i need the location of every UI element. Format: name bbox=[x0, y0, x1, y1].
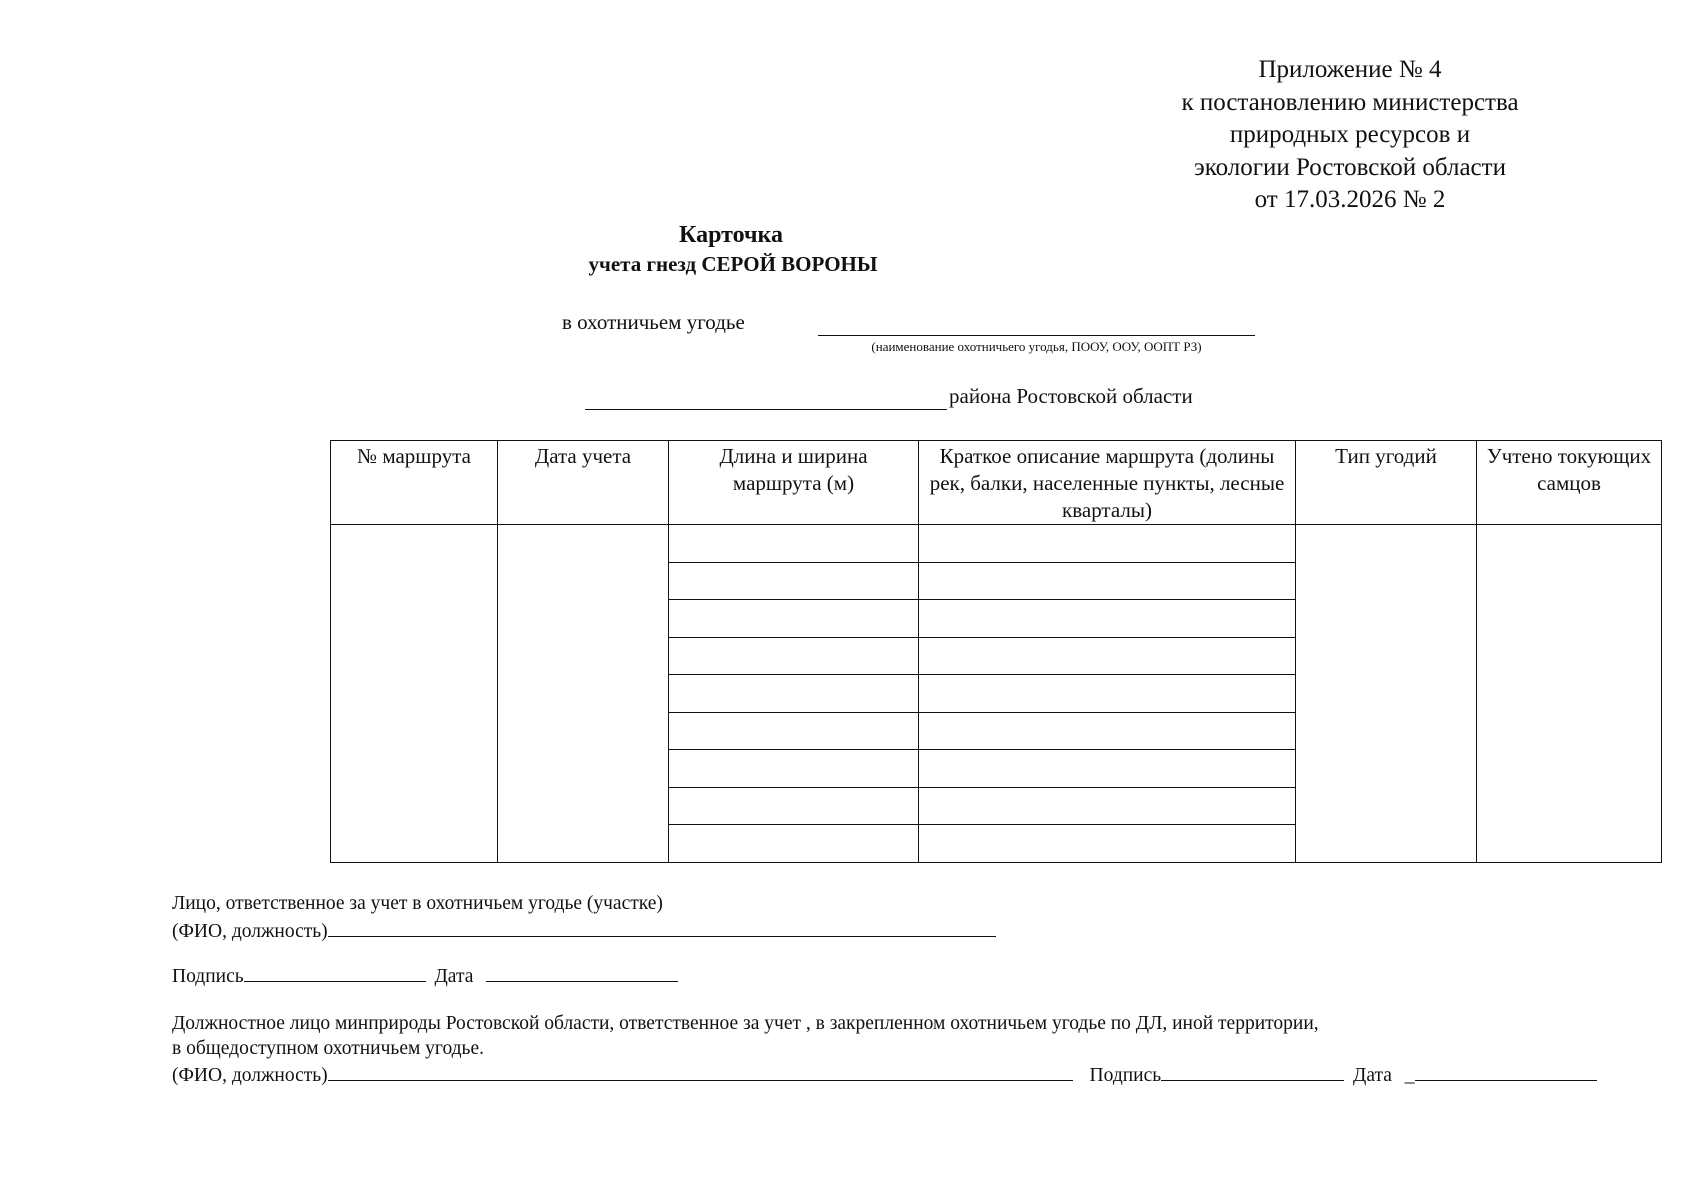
responsible-person-line: Лицо, ответственное за учет в охотничьем угодье (участке) bbox=[172, 893, 663, 914]
cell-count-date[interactable] bbox=[498, 525, 669, 863]
cell-route-length-width[interactable] bbox=[669, 750, 919, 788]
cell-route-description[interactable] bbox=[919, 525, 1296, 563]
cell-route-description[interactable] bbox=[919, 637, 1296, 675]
responsible-signature-label: Подпись bbox=[172, 966, 244, 987]
cell-route-description[interactable] bbox=[919, 675, 1296, 713]
responsible-fio-field[interactable] bbox=[328, 918, 996, 937]
cell-route-length-width[interactable] bbox=[669, 562, 919, 600]
ground-label: в охотничьем угодье bbox=[562, 310, 745, 334]
responsible-date-label: Дата bbox=[434, 966, 474, 987]
cell-route-length-width[interactable] bbox=[669, 787, 919, 825]
cell-route-length-width[interactable] bbox=[669, 825, 919, 863]
title-sub: учета гнезд СЕРОЙ ВОРОНЫ bbox=[588, 252, 878, 276]
official-fio-label: (ФИО, должность) bbox=[172, 1065, 328, 1086]
official-signature-field[interactable] bbox=[1161, 1062, 1344, 1081]
official-line-2: в общедоступном охотничьем угодье. bbox=[172, 1038, 484, 1059]
responsible-fio-row bbox=[172, 918, 996, 943]
table-header-row bbox=[331, 441, 1662, 525]
responsible-date-field[interactable] bbox=[486, 963, 678, 982]
official-fio-row bbox=[172, 1062, 1597, 1087]
cell-route-description[interactable] bbox=[919, 787, 1296, 825]
cell-route-number[interactable] bbox=[331, 525, 498, 863]
header-land-type: Тип угодий bbox=[1296, 441, 1477, 525]
cell-land-type[interactable] bbox=[1296, 525, 1477, 863]
cell-route-description[interactable] bbox=[919, 562, 1296, 600]
responsible-signature-field[interactable] bbox=[244, 963, 426, 982]
title-main: Карточка bbox=[679, 222, 783, 248]
cell-route-length-width[interactable] bbox=[669, 525, 919, 563]
appendix-ref-line-2: природных ресурсов и bbox=[1229, 121, 1471, 148]
appendix-date-number: от 17.03.2026 № 2 bbox=[1254, 186, 1446, 213]
official-date-prefix: _ bbox=[1404, 1065, 1415, 1086]
ground-name-field[interactable] bbox=[818, 335, 1255, 336]
header-males-counted: Учтено токующих самцов bbox=[1477, 441, 1662, 525]
cell-route-length-width[interactable] bbox=[669, 675, 919, 713]
cell-route-description[interactable] bbox=[919, 600, 1296, 638]
header-route-description: Краткое описание маршрута (долины рек, балки, населенные пункты, лесные кварталы) bbox=[919, 441, 1296, 525]
district-label: района Ростовской области bbox=[949, 384, 1193, 408]
header-count-date: Дата учета bbox=[498, 441, 669, 525]
routes-table bbox=[330, 440, 1662, 863]
appendix-ref-line-3: экологии Ростовской области bbox=[1194, 153, 1506, 181]
cell-route-length-width[interactable] bbox=[669, 637, 919, 675]
official-signature-label: Подпись bbox=[1089, 1065, 1162, 1086]
cell-route-description[interactable] bbox=[919, 712, 1296, 750]
cell-route-description[interactable] bbox=[919, 825, 1296, 863]
cell-males-counted[interactable] bbox=[1477, 525, 1662, 863]
appendix-ref-line-1: к постановлению министерства bbox=[1181, 88, 1519, 116]
routes-table-container bbox=[330, 440, 1661, 863]
responsible-fio-label: (ФИО, должность) bbox=[172, 921, 328, 942]
cell-route-length-width[interactable] bbox=[669, 600, 919, 638]
official-fio-field[interactable] bbox=[328, 1062, 1073, 1081]
cell-route-length-width[interactable] bbox=[669, 712, 919, 750]
official-date-field[interactable] bbox=[1415, 1062, 1597, 1081]
district-name-field[interactable] bbox=[585, 409, 947, 410]
header-route-length-width: Длина и ширина маршрута (м) bbox=[669, 441, 919, 525]
responsible-signature-row bbox=[172, 963, 678, 988]
official-date-label: Дата bbox=[1353, 1065, 1392, 1086]
table-row bbox=[331, 525, 1662, 563]
header-route-number: № маршрута bbox=[331, 441, 498, 525]
cell-route-description[interactable] bbox=[919, 750, 1296, 788]
appendix-number: Приложение № 4 bbox=[1258, 56, 1442, 83]
appendix-header bbox=[1150, 54, 1550, 217]
official-line-1: Должностное лицо минприроды Ростовской области, ответственное за учет , в закрепленном охотничьем угодье по ДЛ, иной территории, bbox=[172, 1013, 1319, 1034]
ground-hint: (наименование охотничьего угодья, ПООУ, ООУ, ООПТ РЗ) bbox=[871, 339, 1202, 354]
